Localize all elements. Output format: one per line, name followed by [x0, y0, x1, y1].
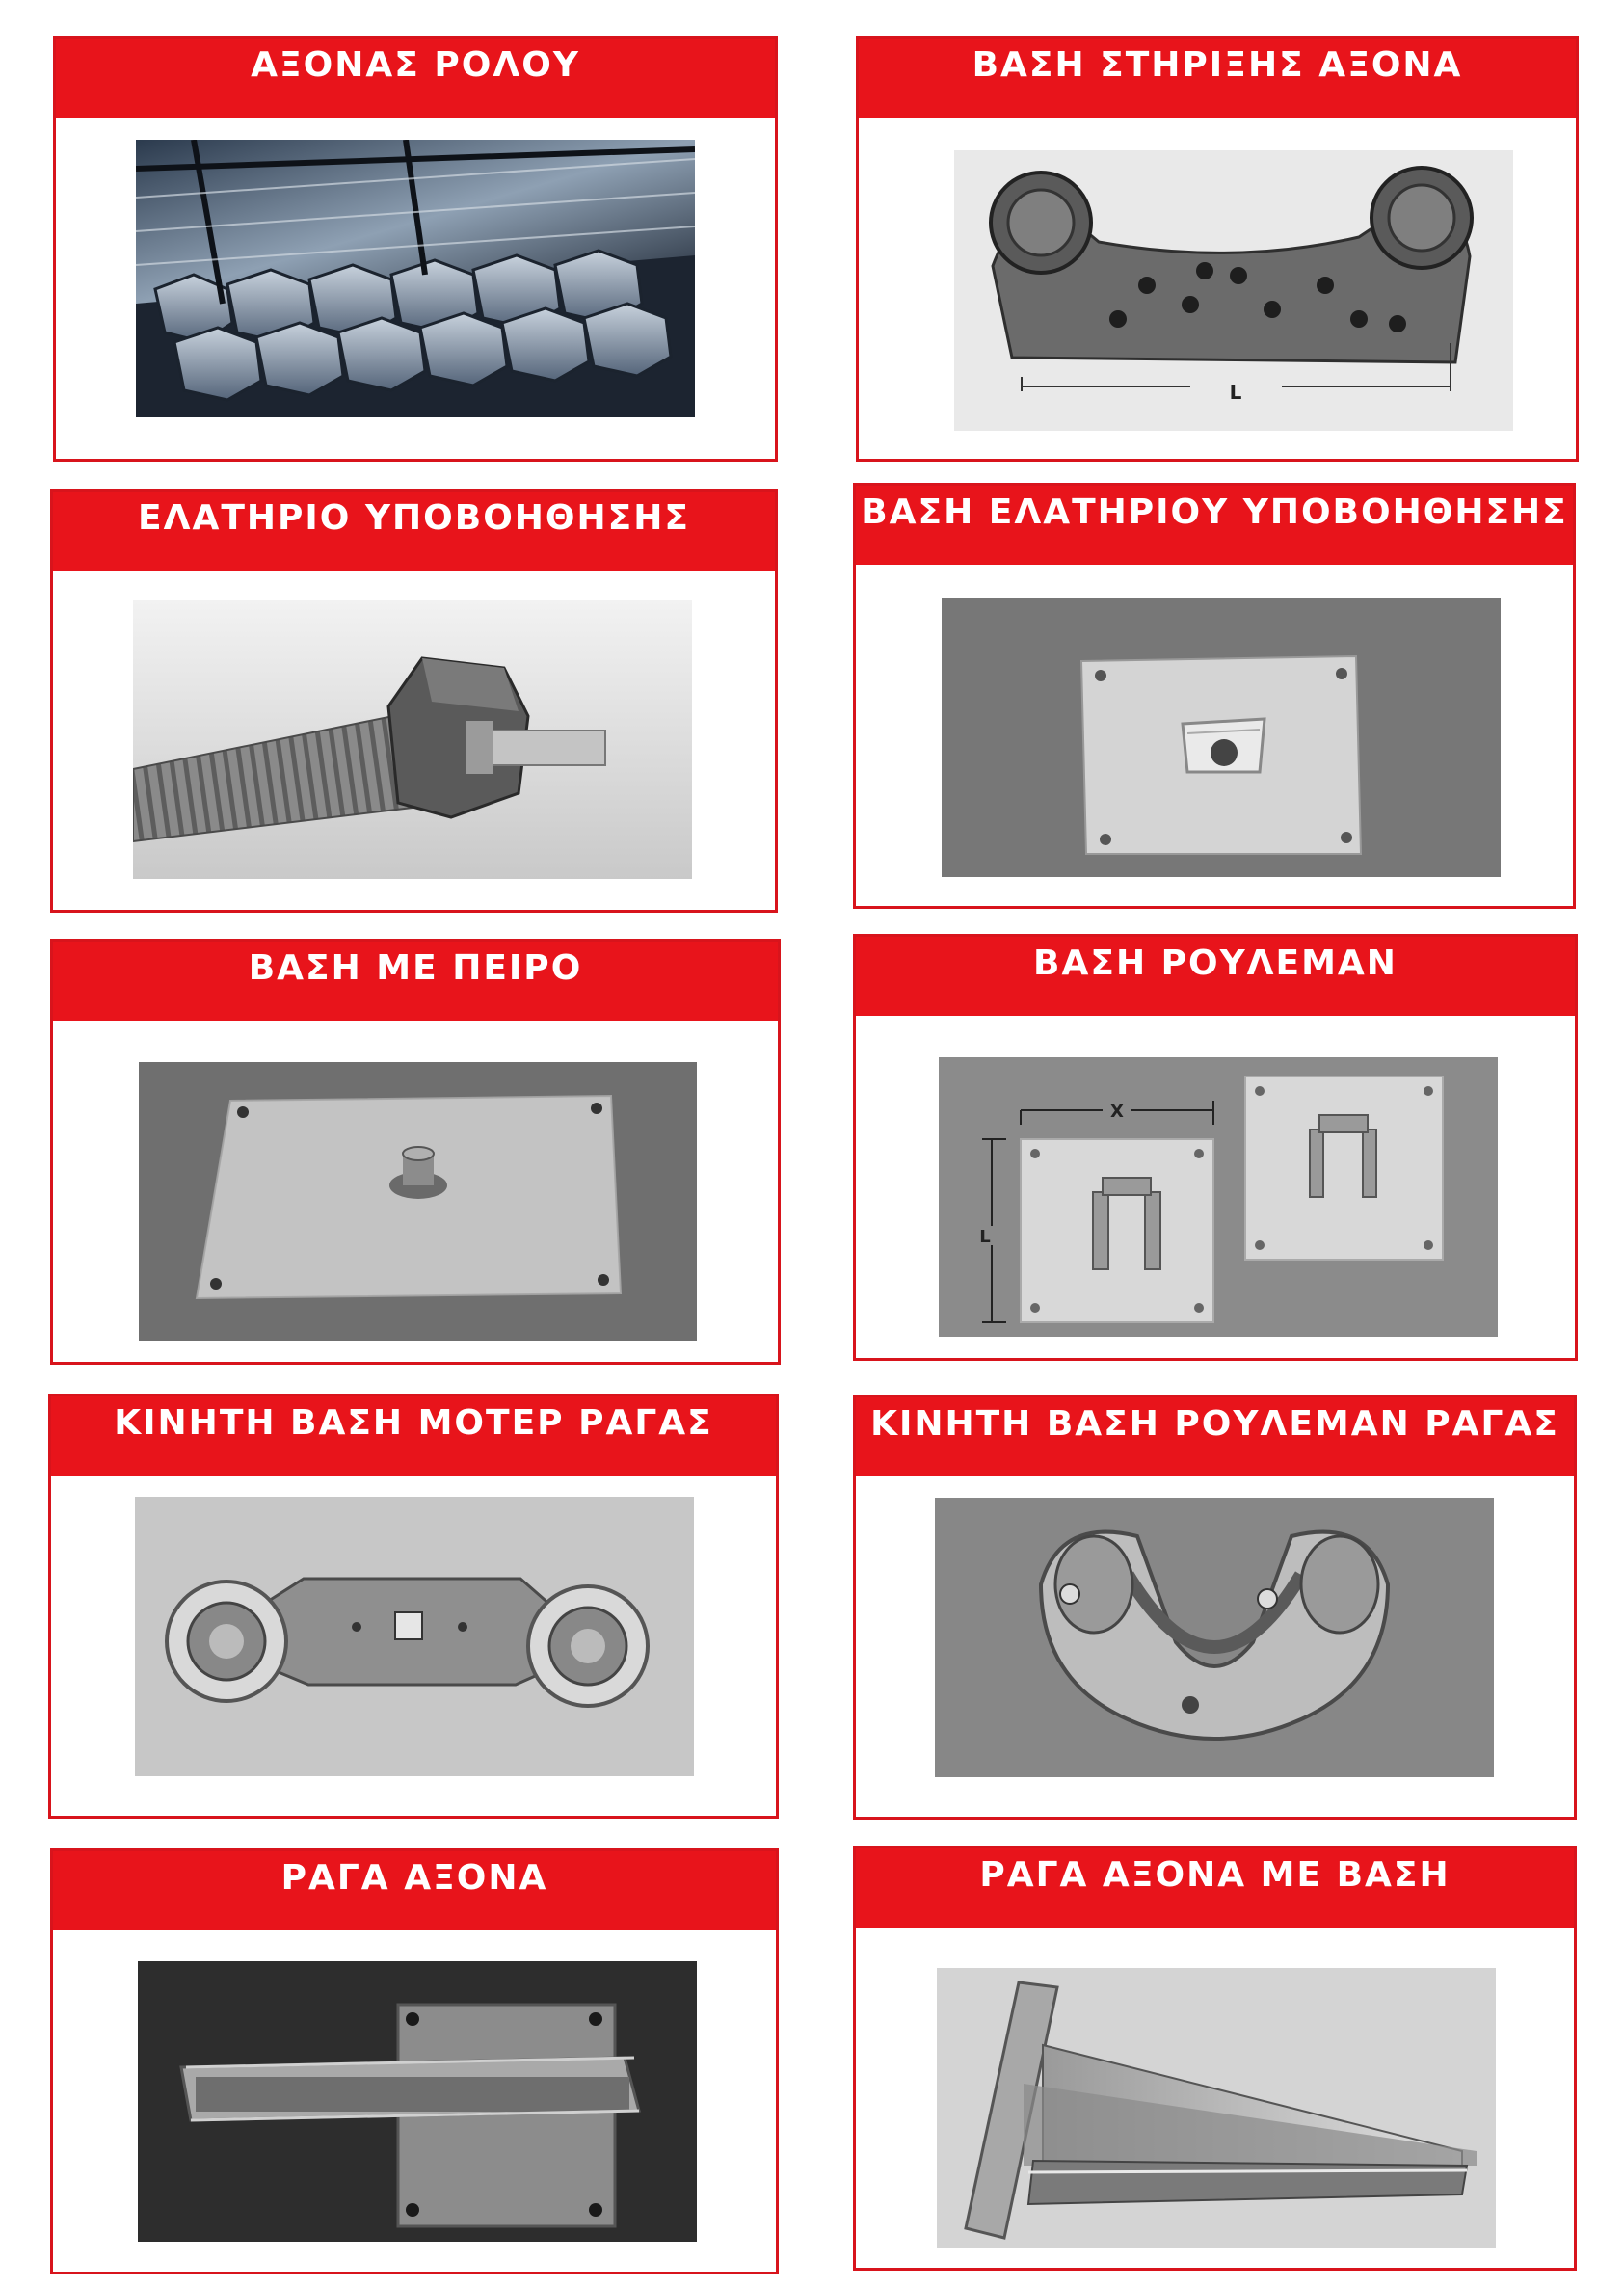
card-title: ΒΑΣΗ ΜΕ ΠΕΙΡΟ	[53, 942, 778, 1021]
product-card-assist-spring	[50, 489, 778, 913]
assist-spring-base-photo	[942, 598, 1501, 877]
pin-base-plate-photo	[139, 1062, 697, 1341]
card-title: ΒΑΣΗ ΣΤΗΡΙΞΗΣ ΑΞΟΝΑ	[859, 39, 1576, 118]
sliding-bearing-base-photo	[935, 1498, 1494, 1777]
card-title: ΒΑΣΗ ΕΛΑΤΗΡΙΟΥ ΥΠΟΒΟΗΘΗΣΗΣ	[856, 486, 1573, 565]
product-card-assist-spring-base	[853, 483, 1576, 909]
card-title: ΚΙΝΗΤΗ ΒΑΣΗ ΡΟΥΛΕΜΑΝ ΡΑΓΑΣ	[856, 1397, 1574, 1476]
bearing-base-plate-photo	[939, 1057, 1498, 1337]
assist-spring-photo	[133, 600, 692, 879]
card-title: ΡΑΓΑ ΑΞΟΝΑ ΜΕ ΒΑΣΗ	[856, 1848, 1574, 1928]
product-card-sliding-motor-base	[48, 1394, 779, 1819]
dimension-label: L	[1229, 381, 1242, 404]
product-card-axle-rail-with-base	[853, 1846, 1577, 2271]
card-title: ΑΞΟΝΑΣ ΡΟΛΟΥ	[56, 39, 775, 118]
product-card-roller-shaft	[53, 36, 778, 462]
product-card-sliding-bearing-base	[853, 1395, 1577, 1820]
product-card-bearing-base	[853, 934, 1578, 1361]
axle-rail-with-base-photo	[937, 1968, 1496, 2248]
sliding-motor-base-photo	[135, 1497, 694, 1776]
axle-support-base-photo	[954, 150, 1513, 431]
dimension-label-l: L	[979, 1227, 991, 1247]
product-card-axle-rail	[50, 1848, 779, 2274]
card-title: ΚΙΝΗΤΗ ΒΑΣΗ ΜΟΤΕΡ ΡΑΓΑΣ	[51, 1396, 776, 1476]
product-card-axle-support-base	[856, 36, 1579, 462]
axle-rail-photo	[138, 1961, 697, 2242]
dimension-label-x: X	[1110, 1102, 1124, 1122]
octagonal-roller-shaft-photo	[136, 140, 695, 417]
product-card-pin-base	[50, 939, 781, 1365]
card-title: ΒΑΣΗ ΡΟΥΛΕΜΑΝ	[856, 937, 1575, 1016]
card-title: ΕΛΑΤΗΡΙΟ ΥΠΟΒΟΗΘΗΣΗΣ	[53, 492, 775, 571]
card-title: ΡΑΓΑ ΑΞΟΝΑ	[53, 1851, 776, 1930]
